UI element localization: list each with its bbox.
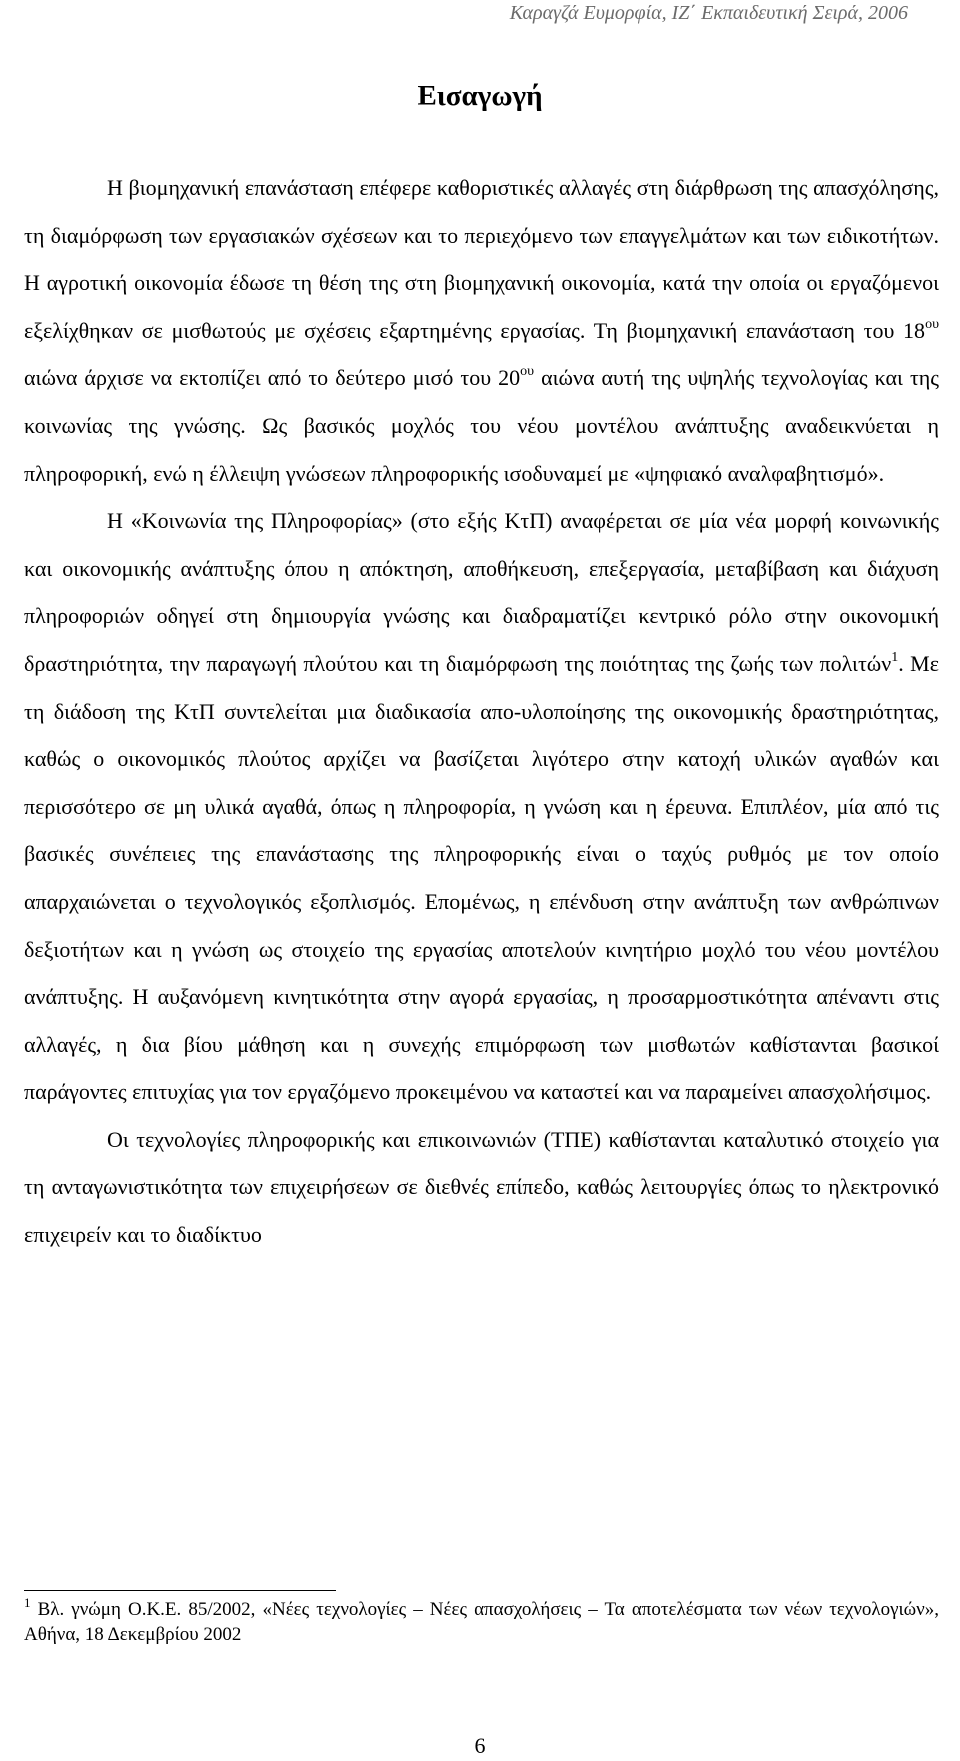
running-header: Καραγζά Ευμορφία, ΙΖ΄ Εκπαιδευτική Σειρά, 2006 — [509, 2, 908, 24]
page-number: 6 — [474, 1733, 486, 1758]
paragraph-1-text-b: αιώνα άρχισε να εκτοπίζει από το δεύτερο μισό του 20 — [24, 365, 521, 391]
ordinal-superscript: ου — [520, 364, 535, 380]
paragraph-2-text-b: . Με τη διάδοση της ΚτΠ συντελείται μια διαδικασία απο-υλοποίησης της οικονομικής δραστηριότητας, καθώς ο οικονομικός πλούτος αρχίζει να βασίζεται λιγότερο στην κατοχή υλικών αγαθών και περισσότερο σε μη υλικά αγαθά, όπως η πληροφορία, η γνώση και η έρευνα. Επιπλέον, μία από τις βασικές συνέπειες της επανάστασης της πληροφορικής είναι ο ταχύς ρυθμός με τον οποίο απαρχαιώνεται ο τεχνολογικός εξοπλισμός. Επομένως, η επένδυση στην ανάπτυξη των ανθρώπινων δεξιοτήτων και η γνώση ως στοιχείο της εργασίας αποτελούν κινητήριο μοχλό του νέου μοντέλου ανάπτυξης. Η αυξανόμενη κινητικότητα στην αγορά εργασίας, η προσαρμοστικότητα απέναντι στις αλλαγές, η δια βίου μάθηση και η συνεχής επιμόρφωση των μισθωτών καθίστανται βασικοί παράγοντες επιτυχίας για τον εργαζόμενο προκειμένου να καταστεί και να παραμείνει απασχολήσιμος. — [24, 650, 939, 1105]
paragraph-2-text-a: Η «Κοινωνία της Πληροφορίας» (στο εξής ΚτΠ) αναφέρεται σε μία νέα μορφή κοινωνικής και οικονομικής ανάπτυξης όπου η απόκτηση, αποθήκευση, επεξεργασία, μεταβίβαση και διάχυση πληροφοριών οδηγεί στη δημιουργία γνώσης και διαδραματίζει κεντρικό ρόλο στην οικονομική δραστηριότητα, την παραγωγή πλούτου και τη διαμόρφωση της ποιότητας της ζωής των πολιτών — [24, 508, 939, 676]
paragraph-1-text-c: αιώνα αυτή της υψηλής τεχνολογίας και της κοινωνίας της γνώσης. Ως βασικός μοχλός του νέου μοντέλου ανάπτυξης αναδεικνύεται η πληροφορική, ενώ η έλλειψη γνώσεων πληροφορικής ισοδυναμεί με «ψηφιακό αναλφαβητισμό». — [24, 365, 939, 486]
ordinal-superscript: ου — [925, 316, 939, 332]
body-text — [24, 164, 939, 1259]
paragraph-2 — [24, 497, 939, 1116]
footnote-number: 1 — [24, 1595, 31, 1610]
paragraph-3-text: Οι τεχνολογίες πληροφορικής και επικοινωνιών (ΤΠΕ) καθίστανται καταλυτικό στοιχείο για τη ανταγωνιστικότητα των επιχειρήσεων σε διεθνές επίπεδο, καθώς λειτουργίες όπως το ηλεκτρονικό επιχειρείν και το διαδίκτυο — [24, 1126, 939, 1248]
footnote-separator — [24, 1590, 336, 1591]
footnote — [24, 1597, 939, 1647]
paragraph-1-text-a: Η βιομηχανική επανάσταση επέφερε καθοριστικές αλλαγές στη διάρθρωση της απασχόλησης, τη διαμόρφωση των εργασιακών σχέσεων και το περιεχόμενο των επαγγελμάτων και των ειδικοτήτων. Η αγροτική οικονομία έδωσε τη θέση της στη βιομηχανική οικονομία, κατά την οποία οι εργαζόμενοι εξελίχθηκαν σε μισθωτούς με σχέσεις εξαρτημένης εργασίας. Τη βιομηχανική επανάσταση του 18 — [24, 175, 939, 343]
paragraph-1 — [24, 164, 939, 497]
footnote-text: Βλ. γνώμη Ο.Κ.Ε. 85/2002, «Νέες τεχνολογίες – Νέες απασχολήσεις – Τα αποτελέσματα των νέων τεχνολογιών», Αθήνα, 18 Δεκεμβρίου 2002 — [24, 1599, 939, 1645]
chapter-title: Εισαγωγή — [417, 80, 543, 112]
paragraph-3 — [24, 1116, 939, 1259]
footnote-reference[interactable]: 1 — [891, 649, 899, 665]
